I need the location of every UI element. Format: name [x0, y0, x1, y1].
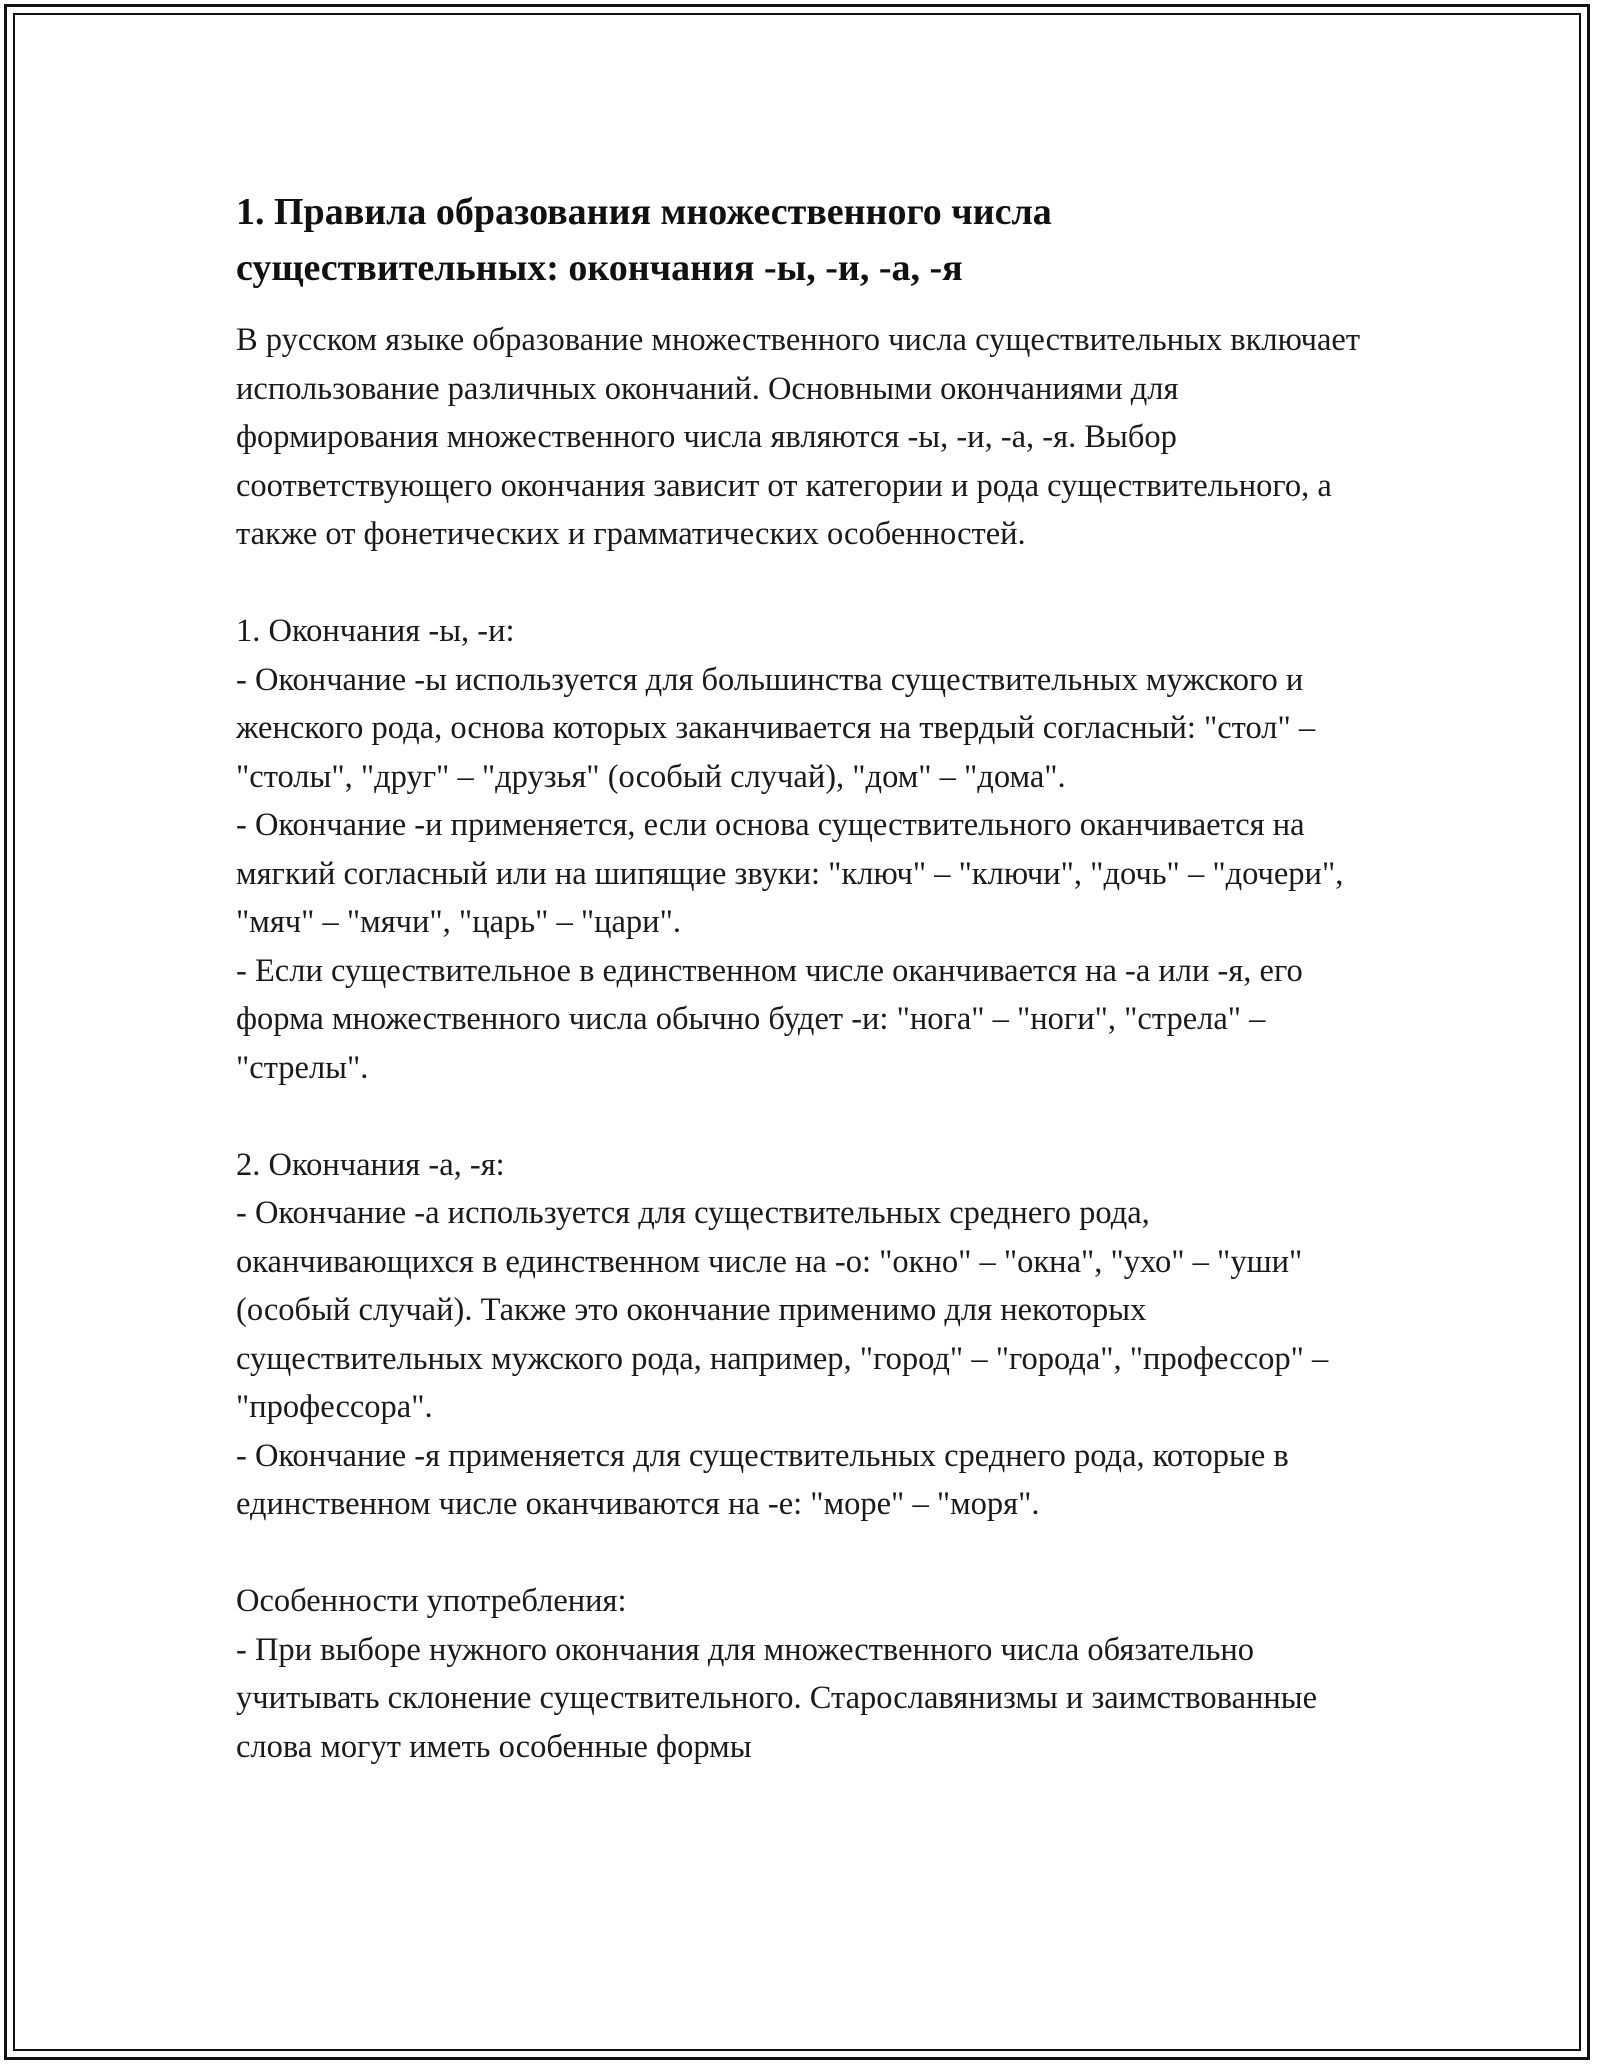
intro-paragraph: В русском языке образование множественного числа существительных включает использование различных окончаний. Основными окончаниями для формирования множественного числа являются -ы, -и, -а, -я. Выбор соответствующего окончания зависит от категории и рода существительного, а также от фонетических и грамматических особенностей.: [236, 322, 1361, 552]
list-item: - Окончание -я применяется для существительных среднего рода, которые в единственном числе оканчиваются на -е: "море" – "моря".: [236, 1437, 1289, 1522]
document-title: 1. Правила образования множественного числа существительных: окончания -ы, -и, -а, -я: [236, 191, 1052, 289]
section-heading: Особенности употребления:: [236, 1583, 627, 1619]
section-heading: 1. Окончания -ы, -и:: [236, 613, 515, 649]
section-endings-y-i: [236, 607, 1376, 1092]
list-item: - Если существительное в единственном числе оканчивается на -а или -я, его форма множественного числа обычно будет -и: "нога" – "ноги", "стрела" – "стрелы".: [236, 952, 1303, 1086]
list-item: - При выборе нужного окончания для множественного числа обязательно учитывать склонение существительного. Старославянизмы и заимствованные слова могут иметь особенные формы: [236, 1631, 1318, 1765]
section-heading: 2. Окончания -а, -я:: [236, 1146, 505, 1183]
list-item: - Окончание -и применяется, если основа существительного оканчивается на мягкий согласный или на шипящие звуки: "ключ" – "ключи", "дочь" – "дочери", "мяч" – "мячи", "царь" – "цари".: [236, 807, 1344, 940]
list-item: - Окончание -ы используется для большинства существительных мужского и женского рода, основа которых заканчивается на твердый согласный: "стол" – "столы", "друг" – "друзья" (особый случай), "дом" – "дома".: [236, 661, 1316, 795]
section-usage-features: [236, 1577, 1376, 1771]
section-endings-a-ya: [236, 1141, 1376, 1529]
document-body: [236, 184, 1376, 1771]
list-item: - Окончание -а используется для существительных среднего рода, оканчивающихся в единственном числе на -о: "окно" – "окна", "ухо" – "уши" (особый случай). Также это окончание применимо для некоторых существительных мужского рода, например, "город" – "города", "профессор" – "профессора".: [236, 1195, 1329, 1425]
